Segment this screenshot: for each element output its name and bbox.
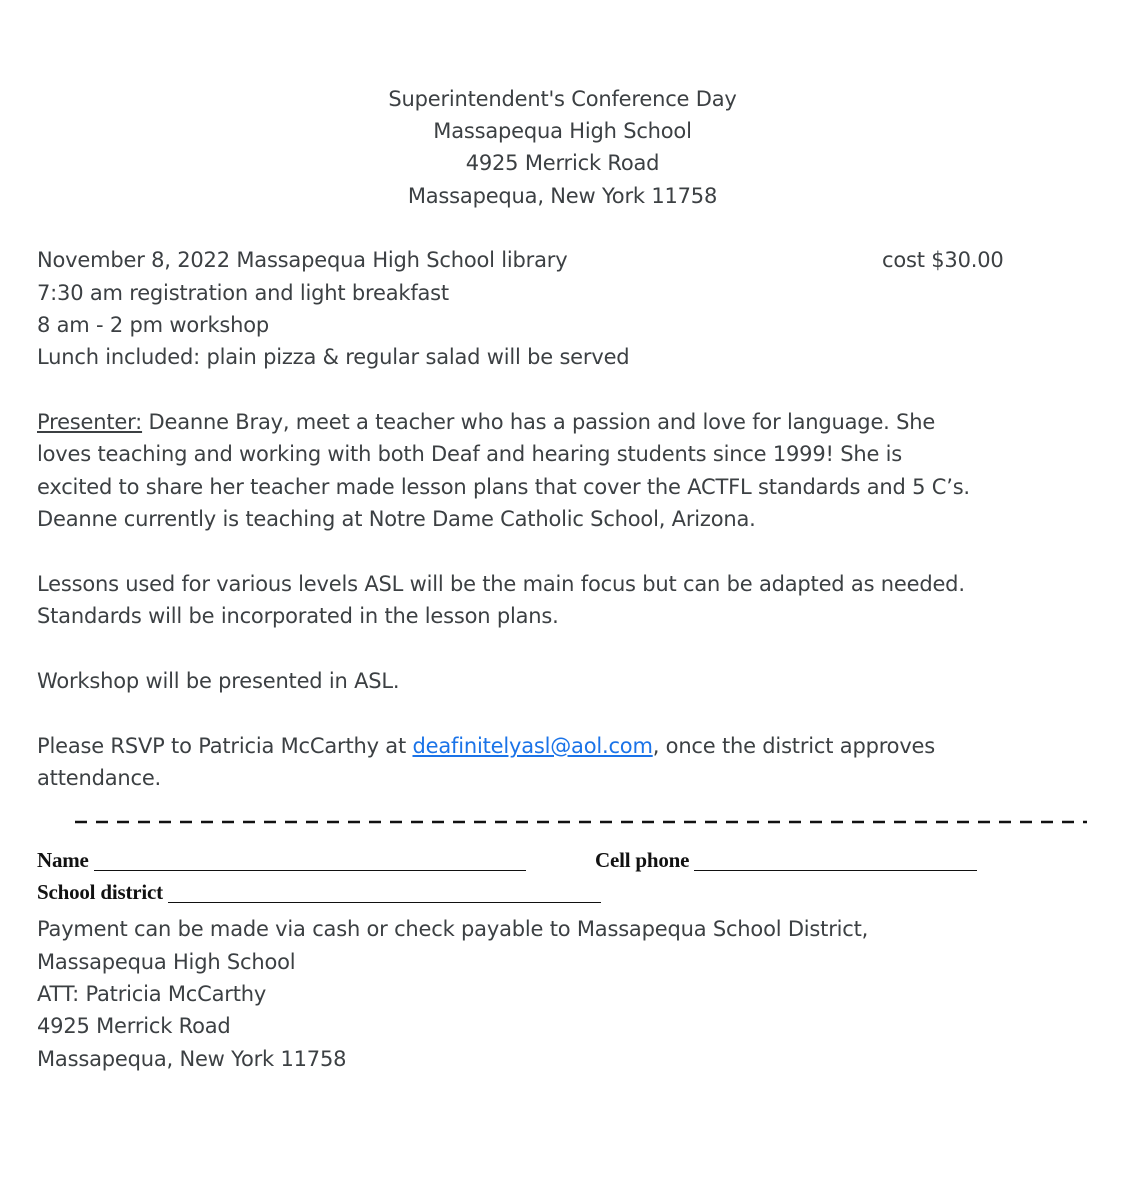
school-name: Massapequa High School: [433, 119, 692, 143]
cell-phone-blank[interactable]: [694, 850, 977, 871]
rsvp-suffix: , once the district approves: [652, 734, 936, 758]
cut-line-divider: [75, 813, 1087, 831]
event-date-location: November 8, 2022 Massapequa High School library: [37, 248, 568, 272]
payment-line-4: 4925 Merrick Road: [37, 1014, 231, 1038]
rsvp-line-2: attendance.: [37, 766, 162, 790]
school-district-label: School district: [37, 880, 163, 904]
lessons-line-2: Standards will be incorporated in the lesson plans.: [37, 604, 559, 628]
payment-line-5: Massapequa, New York 11758: [37, 1047, 347, 1071]
school-city: Massapequa, New York 11758: [407, 184, 718, 208]
presenter-line-3: excited to share her teacher made lesson plans that cover the ACTFL standards and 5 C’s.: [37, 475, 970, 499]
event-workshop-time: 8 am - 2 pm workshop: [37, 313, 270, 337]
presenter-line-2: loves teaching and working with both Deaf and hearing students since 1999! She is: [37, 442, 903, 466]
payment-line-1: Payment can be made via cash or check payable to Massapequa School District,: [37, 917, 869, 941]
school-street: 4925 Merrick Road: [465, 151, 660, 175]
cell-phone-field[interactable]: [595, 844, 977, 876]
conference-title: Superintendent's Conference Day: [388, 87, 737, 111]
rsvp-email-link[interactable]: deafinitelyasl@aol.com: [412, 734, 653, 758]
payment-line-2: Massapequa High School: [37, 950, 296, 974]
event-cost: cost $30.00: [882, 248, 1004, 272]
payment-line-3: ATT: Patricia McCarthy: [37, 982, 267, 1006]
school-district-field[interactable]: [37, 876, 601, 908]
school-district-blank[interactable]: [168, 882, 601, 903]
presenter-intro: Deanne Bray, meet a teacher who has a passion and love for language. She: [142, 410, 936, 434]
workshop-language: Workshop will be presented in ASL.: [37, 669, 400, 693]
cell-phone-label: Cell phone: [595, 848, 690, 872]
name-field[interactable]: [37, 844, 526, 876]
rsvp-line-1: [37, 730, 935, 762]
lessons-line-1: Lessons used for various levels ASL will be the main focus but can be adapted as needed.: [37, 572, 965, 596]
event-lunch: Lunch included: plain pizza & regular salad will be served: [37, 345, 630, 369]
presenter-line-1: [37, 406, 935, 438]
event-registration: 7:30 am registration and light breakfast: [37, 281, 449, 305]
name-blank[interactable]: [94, 850, 526, 871]
presenter-line-4: Deanne currently is teaching at Notre Dame Catholic School, Arizona.: [37, 507, 756, 531]
name-label: Name: [37, 848, 89, 872]
presenter-label: Presenter:: [37, 410, 143, 434]
rsvp-prefix: Please RSVP to Patricia McCarthy at: [37, 734, 413, 758]
